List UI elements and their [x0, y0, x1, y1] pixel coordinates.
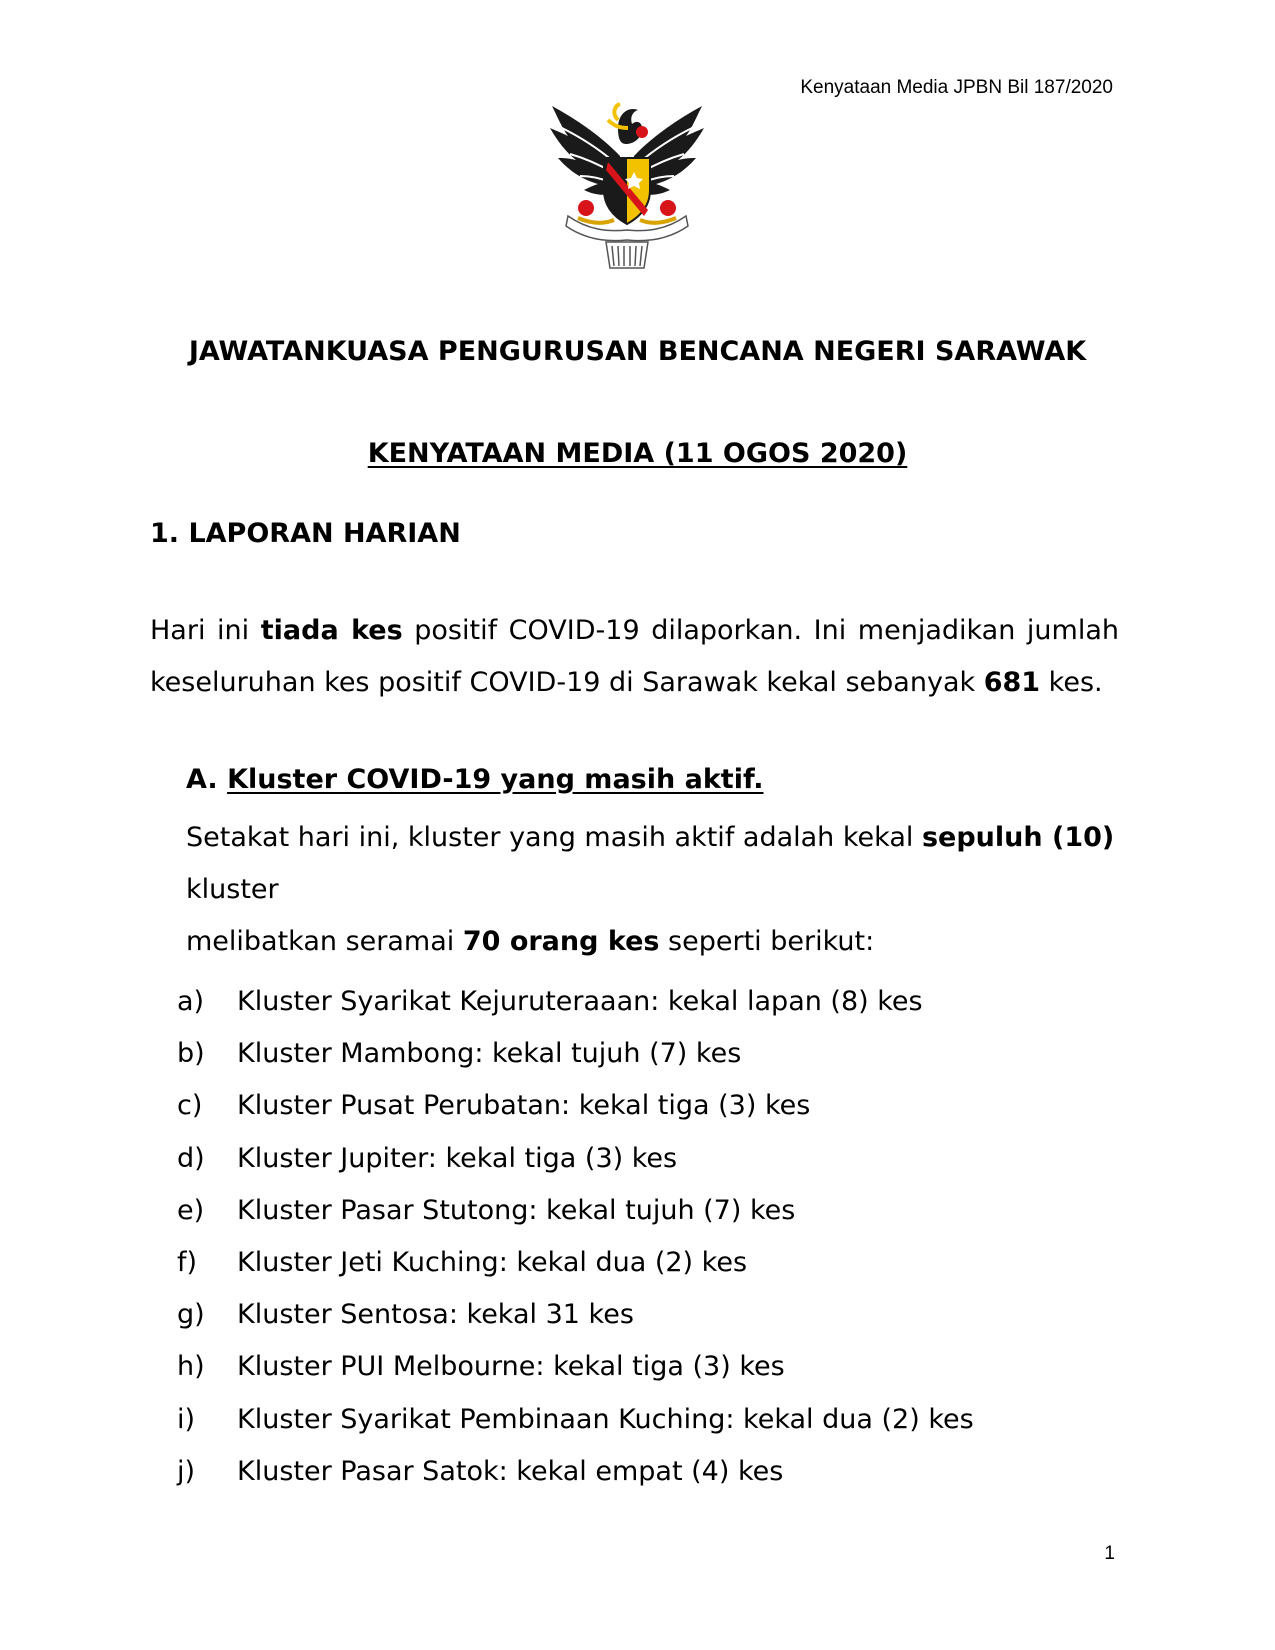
paragraph-line — [186, 926, 874, 957]
list-marker: c) — [177, 1090, 203, 1122]
list-marker: d) — [177, 1142, 205, 1174]
cluster-count-highlight: sepuluh (10) — [921, 822, 1115, 853]
statement-reference: Kenyataan Media JPBN Bil 187/2020 — [800, 77, 1113, 98]
list-item-text: Kluster Pasar Stutong: kekal tujuh (7) kes — [237, 1194, 796, 1226]
paragraph-text: keseluruhan kes positif COVID-19 di Sarawak kekal sebanyak — [150, 667, 984, 698]
list-item-text: Kluster Sentosa: kekal 31 kes — [237, 1299, 634, 1331]
list-item — [177, 1028, 974, 1080]
list-item-text: Kluster Mambong: kekal tujuh (7) kes — [237, 1038, 742, 1070]
list-item — [177, 1080, 974, 1132]
paragraph-text: kluster — [186, 874, 279, 905]
subsection-heading-active-clusters — [186, 764, 763, 795]
paragraph-line — [150, 657, 1119, 709]
list-marker: j) — [177, 1455, 196, 1487]
cluster-list — [177, 976, 974, 1498]
paragraph-line — [150, 605, 1119, 657]
list-marker: f) — [177, 1246, 198, 1278]
subsection-title: Kluster COVID-19 yang masih aktif. — [227, 764, 764, 795]
active-clusters-paragraph — [186, 812, 1156, 968]
list-item — [177, 1133, 974, 1185]
list-item-text: Kluster Syarikat Kejuruteraaan: kekal lapan (8) kes — [237, 986, 923, 1017]
list-marker: g) — [177, 1299, 205, 1331]
case-count-highlight: 70 orang kes — [462, 926, 660, 957]
list-item — [177, 976, 974, 1028]
list-item-text: Kluster Jeti Kuching: kekal dua (2) kes — [237, 1246, 748, 1278]
statement-title: KENYATAAN MEDIA (11 OGOS 2020) — [367, 438, 908, 469]
list-item — [177, 1394, 974, 1446]
list-marker: b) — [177, 1038, 205, 1070]
list-item-text: Kluster PUI Melbourne: kekal tiga (3) kes — [237, 1351, 785, 1383]
list-marker: a) — [177, 986, 205, 1017]
daily-report-paragraph — [150, 605, 1119, 709]
list-item-text: Kluster Pusat Perubatan: kekal tiga (3) kes — [237, 1090, 811, 1122]
list-item — [177, 1237, 974, 1289]
list-item — [177, 1289, 974, 1341]
subsection-label: A. — [186, 764, 218, 795]
list-item — [177, 1185, 974, 1237]
organisation-title: JAWATANKUASA PENGURUSAN BENCANA NEGERI SARAWAK — [188, 336, 1087, 367]
page-number: 1 — [1104, 1543, 1115, 1564]
list-item — [177, 1446, 974, 1498]
paragraph-text: melibatkan seramai — [186, 926, 463, 957]
no-cases-highlight: tiada kes — [260, 615, 403, 646]
section-heading-daily-report: 1. LAPORAN HARIAN — [150, 518, 461, 549]
paragraph-text: seperti berikut: — [659, 926, 875, 957]
paragraph-text: positif COVID-19 dilaporkan. Ini menjadikan jumlah — [402, 615, 1119, 646]
list-marker: e) — [177, 1194, 205, 1226]
paragraph-line — [186, 822, 1114, 905]
list-item — [177, 1341, 974, 1393]
list-marker: h) — [177, 1351, 205, 1383]
list-marker: i) — [177, 1403, 196, 1435]
sarawak-coat-of-arms-icon — [548, 98, 706, 270]
list-item-text: Kluster Pasar Satok: kekal empat (4) kes — [237, 1455, 784, 1487]
list-item-text: Kluster Syarikat Pembinaan Kuching: kekal dua (2) kes — [237, 1403, 974, 1435]
paragraph-text: kes. — [1040, 667, 1103, 698]
total-cases-highlight: 681 — [983, 667, 1041, 698]
paragraph-text: Setakat hari ini, kluster yang masih aktif adalah kekal — [186, 822, 922, 853]
list-item-text: Kluster Jupiter: kekal tiga (3) kes — [237, 1142, 678, 1174]
paragraph-text: Hari ini — [150, 615, 261, 646]
